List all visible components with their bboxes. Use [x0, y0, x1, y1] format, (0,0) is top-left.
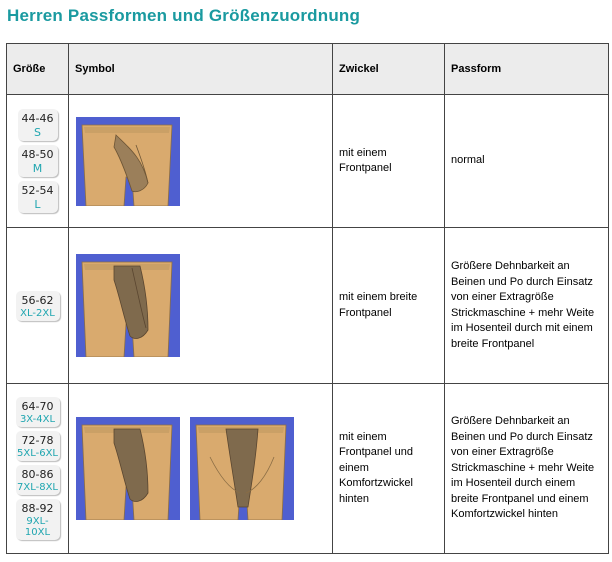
header-fit: Passform	[445, 44, 609, 95]
table-row	[7, 228, 609, 384]
size-chip: 72-78 5XL-6XL	[16, 431, 60, 461]
table-header-row	[7, 44, 609, 95]
size-chip: 64-70 3X-4XL	[16, 397, 60, 427]
symbol-cell	[69, 384, 333, 554]
table-row	[7, 384, 609, 554]
size-cell	[7, 384, 69, 554]
fit-cell: normal	[445, 95, 609, 228]
size-chip: 44-46 S	[18, 109, 58, 141]
header-gusset: Zwickel	[333, 44, 445, 95]
page-title: Herren Passformen und Größenzuordnung	[7, 6, 361, 25]
size-chip: 52-54 L	[18, 181, 58, 213]
size-table	[6, 43, 609, 554]
gusset-cell: mit einem Frontpanel	[333, 95, 445, 228]
size-cell	[7, 228, 69, 384]
table-row	[7, 95, 609, 228]
comfort-gusset-back-view-illustration	[190, 417, 294, 520]
header-symbol: Symbol	[69, 44, 333, 95]
size-chip: 88-92 9XL-10XL	[16, 499, 60, 540]
symbol-cell	[69, 228, 333, 384]
wide-front-panel-illustration	[76, 254, 180, 357]
size-cell	[7, 95, 69, 228]
gusset-cell: mit einem Frontpanel und einem Komfortzwickel hinten	[333, 384, 445, 554]
fit-cell: Größere Dehnbarkeit an Beinen und Po durch Einsatz von einer Extragröße Strickmaschine + mehr Weite im Hosenteil durch einem breite Frontpanel und einem Komfortzwickel hinten	[445, 384, 609, 554]
size-chip: 56-62 XL-2XL	[16, 291, 60, 321]
header-size: Größe	[7, 44, 69, 95]
standard-gusset-illustration	[76, 117, 180, 206]
symbol-cell	[69, 95, 333, 228]
gusset-cell: mit einem breite Frontpanel	[333, 228, 445, 384]
front-panel-front-view-illustration	[76, 417, 180, 520]
size-chip: 80-86 7XL-8XL	[16, 465, 60, 495]
size-chip: 48-50 M	[18, 145, 58, 177]
fit-cell: Größere Dehnbarkeit an Beinen und Po durch Einsatz von einer Extragröße Strickmaschine + mehr Weite im Hosenteil durch mit einem breite Frontpanel	[445, 228, 609, 384]
